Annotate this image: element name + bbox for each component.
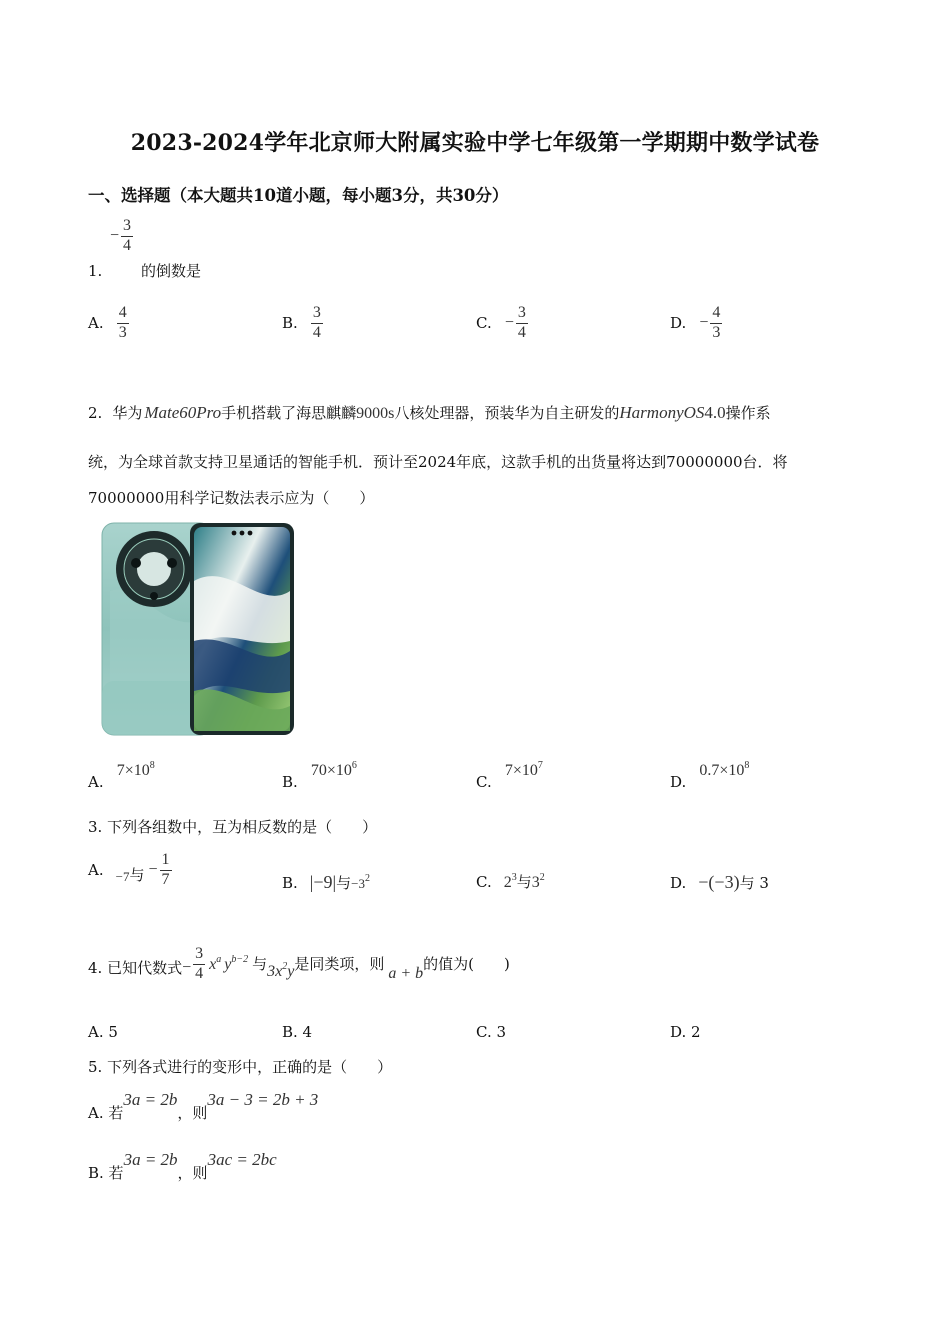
q1-option-b[interactable]: B. $\frac{3}{4}$ (282, 304, 321, 341)
q3-option-a[interactable]: A. −7 与 − $\frac{1}{7}$ (88, 851, 170, 888)
q2-option-a[interactable]: A. $7\times 10^8$ (88, 760, 155, 791)
q1-fraction: − $\frac{3}{4}$ (110, 217, 132, 254)
q4-option-b[interactable]: B. 4 (282, 1023, 313, 1041)
q2-line1: 2. 华为 Mate60Pro 手机搭载了海思麒麟 9000s 八核处理器，预装华为自主研发的 HarmonyOS 4.0 操作系 (88, 403, 771, 422)
q3-option-d[interactable]: D. −(−3) 与 3 (670, 872, 769, 892)
q1-frac-num: 3 (123, 217, 132, 234)
exam-title: 2023-2024学年北京师大附属实验中学七年级第一学期期中数学试卷 (130, 130, 820, 156)
q1-option-d[interactable]: D. − $\frac{4}{3}$ (670, 304, 721, 341)
q1-number: 1. (88, 262, 103, 280)
q5-option-b[interactable]: B. 若 3a = 2b ，则 3ac = 2bc (88, 1150, 277, 1182)
q4-option-d[interactable]: D. 2 (670, 1023, 701, 1041)
q4-option-c[interactable]: C. 3 (476, 1023, 507, 1041)
q5-option-a[interactable]: A. 若 3a = 2b ，则 3a − 3 = 2b + 3 (88, 1090, 319, 1122)
q3-stem: 3. 下列各组数中，互为相反数的是（ ） (88, 818, 378, 836)
q5-stem: 5. 下列各式进行的变形中，正确的是（ ） (88, 1058, 393, 1076)
q2-option-c[interactable]: C. $7\times 10^7$ (476, 760, 543, 791)
q3-option-c[interactable]: C. $2^3$ 与 $3^2$ (476, 872, 545, 891)
q1-option-a[interactable]: A. $\frac{4}{3}$ (88, 304, 127, 341)
q4-option-a[interactable]: A. 5 (88, 1023, 118, 1041)
q1-frac-den: 4 (123, 236, 132, 254)
q2-option-d[interactable]: D. $0.7\times 10^8$ (670, 760, 750, 791)
q1-option-c[interactable]: C. − $\frac{3}{4}$ (476, 304, 526, 341)
q4-stem: 4. 已知代数式 − $\frac{3}{4}$ $x^a$ $y^{b-2}$ 与 $3x^2y$ 是同类项，则 a + b 的值为( ) (88, 944, 510, 982)
q2-option-b[interactable]: B. $70\times 10^6$ (282, 760, 357, 791)
q2-line2: 统，为全球首款支持卫星通话的智能手机．预计至2024年底，这款手机的出货量将达到70000000台．将 (88, 453, 788, 471)
q2-line3: 70000000用科学记数法表示应为（ ） (88, 489, 375, 507)
section-heading: 一、选择题（本大题共10道小题，每小题3分，共30分） (88, 186, 509, 205)
q1-stem: 的倒数是 (141, 262, 202, 280)
q3-option-b[interactable]: B. |−9| 与 $-3^2$ (282, 872, 371, 892)
phone-image (100, 521, 296, 737)
